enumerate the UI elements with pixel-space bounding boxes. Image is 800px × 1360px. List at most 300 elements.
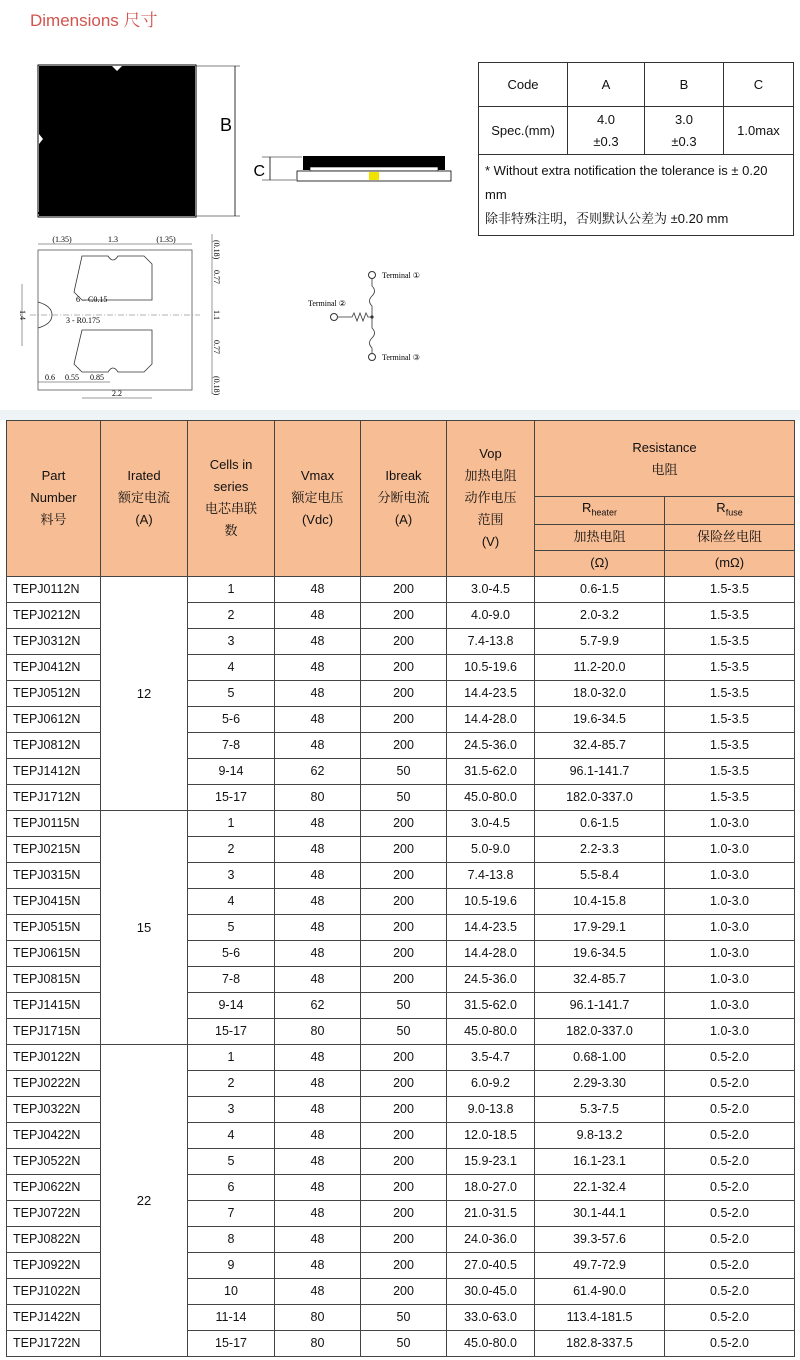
cell-part-number: TEPJ0922N [7, 1252, 101, 1278]
junction-dot [370, 315, 373, 318]
cell-part-number: TEPJ1722N [7, 1330, 101, 1356]
cell-rfuse: 1.0-3.0 [665, 1018, 795, 1044]
header-ibreak-line2: 分断电流 [377, 490, 430, 506]
cell-part-number: TEPJ0522N [7, 1148, 101, 1174]
header-ibreak-line1: Ibreak [385, 468, 422, 484]
cell-ibreak: 200 [361, 1200, 447, 1226]
header-rheater-unit: (Ω) [535, 550, 665, 576]
cell-rheater: 0.6-1.5 [535, 810, 665, 836]
cell-vmax: 48 [275, 914, 361, 940]
spec-a [568, 107, 645, 155]
cell-rfuse: 1.0-3.0 [665, 836, 795, 862]
cell-rfuse: 1.0-3.0 [665, 966, 795, 992]
cell-vmax: 48 [275, 1148, 361, 1174]
cell-vmax: 80 [275, 784, 361, 810]
spec-note-en: * Without extra notification the tolerance is ± 0.20 mm [485, 163, 768, 202]
cell-vop: 24.5-36.0 [447, 732, 535, 758]
cell-cells: 4 [188, 654, 275, 680]
heater-resistor [338, 313, 372, 321]
cell-vmax: 48 [275, 654, 361, 680]
terminal-1-label: Terminal ① [382, 271, 420, 280]
fuse-lower [370, 317, 375, 353]
header-vop [447, 421, 535, 577]
cell-vop: 5.0-9.0 [447, 836, 535, 862]
cell-vop: 45.0-80.0 [447, 784, 535, 810]
header-vop-line4: 范围 [477, 512, 504, 528]
fuse-upper [370, 279, 375, 317]
cell-vop: 4.0-9.0 [447, 602, 535, 628]
rfuse-sub: fuse [725, 507, 743, 518]
cell-cells: 11-14 [188, 1304, 275, 1330]
cell-vop: 7.4-13.8 [447, 628, 535, 654]
cell-rfuse: 0.5-2.0 [665, 1044, 795, 1070]
cell-vop: 10.5-19.6 [447, 888, 535, 914]
cell-cells: 5 [188, 914, 275, 940]
top-view [38, 65, 240, 217]
header-part-line1: Part [41, 468, 66, 484]
cell-rheater: 2.29-3.30 [535, 1070, 665, 1096]
terminal-2-label: Terminal ② [308, 299, 346, 308]
dimension-drawings [0, 34, 470, 410]
cell-rfuse: 1.5-3.5 [665, 784, 795, 810]
note-radius: 3 - R0.175 [66, 316, 100, 325]
rheater-symbol: R [582, 500, 592, 515]
cell-cells: 2 [188, 602, 275, 628]
cell-ibreak: 200 [361, 1122, 447, 1148]
cell-cells: 1 [188, 576, 275, 602]
cell-cells: 5 [188, 1148, 275, 1174]
header-cells-line4: 数 [224, 523, 238, 539]
side-pad [369, 172, 379, 180]
cell-rfuse: 1.5-3.5 [665, 680, 795, 706]
cell-cells: 3 [188, 628, 275, 654]
cell-cells: 2 [188, 836, 275, 862]
cell-rfuse: 1.5-3.5 [665, 758, 795, 784]
cell-part-number: TEPJ1422N [7, 1304, 101, 1330]
spec-header-code: Code [479, 63, 568, 107]
cell-rheater: 113.4-181.5 [535, 1304, 665, 1330]
cell-ibreak: 200 [361, 628, 447, 654]
cell-vop: 14.4-28.0 [447, 940, 535, 966]
cell-vmax: 80 [275, 1018, 361, 1044]
cell-rfuse: 1.5-3.5 [665, 576, 795, 602]
cell-ibreak: 200 [361, 836, 447, 862]
cell-rheater: 22.1-32.4 [535, 1174, 665, 1200]
cell-rheater: 49.7-72.9 [535, 1252, 665, 1278]
cell-rheater: 32.4-85.7 [535, 732, 665, 758]
cell-rheater: 5.5-8.4 [535, 862, 665, 888]
cell-irated: 22 [101, 1044, 188, 1356]
cell-vop: 3.0-4.5 [447, 810, 535, 836]
header-vmax-line2: 额定电压 [291, 490, 344, 506]
header-irated-line1: Irated [127, 468, 161, 484]
cell-ibreak: 50 [361, 784, 447, 810]
cell-vmax: 80 [275, 1330, 361, 1356]
cell-vmax: 48 [275, 1226, 361, 1252]
header-vop-line3: 动作电压 [464, 490, 517, 506]
cell-vmax: 48 [275, 888, 361, 914]
cell-cells: 7-8 [188, 732, 275, 758]
cell-cells: 10 [188, 1278, 275, 1304]
header-rfuse-unit: (mΩ) [665, 550, 795, 576]
cell-part-number: TEPJ0815N [7, 966, 101, 992]
cell-rfuse: 0.5-2.0 [665, 1148, 795, 1174]
header-vop-line1: Vop [479, 446, 502, 462]
cell-part-number: TEPJ1712N [7, 784, 101, 810]
terminal-3-label: Terminal ③ [382, 353, 420, 362]
cell-rfuse: 1.5-3.5 [665, 732, 795, 758]
cell-rfuse: 0.5-2.0 [665, 1278, 795, 1304]
header-rheater [535, 497, 665, 525]
cell-vop: 30.0-45.0 [447, 1278, 535, 1304]
header-vmax-line3: (Vdc) [301, 512, 334, 528]
cell-rheater: 182.0-337.0 [535, 784, 665, 810]
cell-rheater: 96.1-141.7 [535, 758, 665, 784]
rfuse-symbol: R [716, 500, 726, 515]
pad-bottom [74, 330, 152, 372]
cell-part-number: TEPJ1412N [7, 758, 101, 784]
cell-rheater: 39.3-57.6 [535, 1226, 665, 1252]
cell-vmax: 48 [275, 628, 361, 654]
cell-part-number: TEPJ0615N [7, 940, 101, 966]
cell-ibreak: 50 [361, 1304, 447, 1330]
cell-vmax: 48 [275, 576, 361, 602]
cell-part-number: TEPJ0215N [7, 836, 101, 862]
cell-cells: 3 [188, 862, 275, 888]
cell-part-number: TEPJ1415N [7, 992, 101, 1018]
cell-vmax: 48 [275, 862, 361, 888]
cell-rheater: 19.6-34.5 [535, 940, 665, 966]
cell-ibreak: 50 [361, 758, 447, 784]
cell-rheater: 0.6-1.5 [535, 576, 665, 602]
cell-part-number: TEPJ0422N [7, 1122, 101, 1148]
spec-c: 1.0max [724, 107, 794, 155]
cell-part-number: TEPJ0222N [7, 1070, 101, 1096]
cell-vmax: 48 [275, 1252, 361, 1278]
header-irated-line3: (A) [135, 512, 153, 528]
header-irated [101, 421, 188, 577]
cell-vop: 15.9-23.1 [447, 1148, 535, 1174]
cell-cells: 7-8 [188, 966, 275, 992]
cell-ibreak: 200 [361, 1044, 447, 1070]
cell-vop: 7.4-13.8 [447, 862, 535, 888]
cell-ibreak: 50 [361, 1330, 447, 1356]
spec-note [479, 155, 794, 236]
cell-part-number: TEPJ0512N [7, 680, 101, 706]
cell-part-number: TEPJ0412N [7, 654, 101, 680]
cell-vop: 24.5-36.0 [447, 966, 535, 992]
cell-vmax: 48 [275, 1096, 361, 1122]
cell-vmax: 48 [275, 602, 361, 628]
dim-left: 1.4 [18, 310, 27, 320]
cell-rfuse: 0.5-2.0 [665, 1200, 795, 1226]
cell-vmax: 62 [275, 758, 361, 784]
cell-vop: 18.0-27.0 [447, 1174, 535, 1200]
dim-right-1: (0.18) [212, 240, 221, 260]
spec-b [645, 107, 724, 155]
cell-vop: 3.5-4.7 [447, 1044, 535, 1070]
header-resistance-line2: 电阻 [651, 461, 678, 477]
cell-vmax: 62 [275, 992, 361, 1018]
dim-bottom-2: 0.55 [65, 373, 79, 382]
label-c: C [253, 163, 265, 180]
spec-table [478, 62, 794, 236]
cell-vop: 31.5-62.0 [447, 758, 535, 784]
dim-bottom-1: 0.6 [45, 373, 55, 382]
cell-vmax: 48 [275, 706, 361, 732]
cell-ibreak: 200 [361, 862, 447, 888]
cell-part-number: TEPJ0112N [7, 576, 101, 602]
cell-rheater: 16.1-23.1 [535, 1148, 665, 1174]
table-row [7, 1044, 795, 1070]
section-title: Dimensions 尺寸 [30, 11, 158, 30]
cell-cells: 15-17 [188, 1018, 275, 1044]
header-cells-line2: series [213, 479, 249, 495]
header-cells [188, 421, 275, 577]
cell-rheater: 10.4-15.8 [535, 888, 665, 914]
cell-vop: 14.4-23.5 [447, 680, 535, 706]
cell-vop: 45.0-80.0 [447, 1330, 535, 1356]
cell-irated: 15 [101, 810, 188, 1044]
cell-vmax: 48 [275, 940, 361, 966]
cell-cells: 3 [188, 1096, 275, 1122]
cell-cells: 5-6 [188, 706, 275, 732]
dimensions-area [0, 34, 800, 410]
cell-rheater: 9.8-13.2 [535, 1122, 665, 1148]
cell-cells: 6 [188, 1174, 275, 1200]
pad-top [74, 256, 152, 300]
dim-right-5: (0.18) [212, 376, 221, 396]
cell-rheater: 182.8-337.5 [535, 1330, 665, 1356]
cell-rfuse: 1.0-3.0 [665, 888, 795, 914]
cell-vop: 21.0-31.5 [447, 1200, 535, 1226]
cell-vop: 14.4-28.0 [447, 706, 535, 732]
cell-ibreak: 200 [361, 940, 447, 966]
header-rheater-cn: 加热电阻 [535, 524, 665, 550]
dim-top-1: (1.35) [52, 235, 72, 244]
cell-rheater: 2.2-3.3 [535, 836, 665, 862]
header-part-line2: Number [30, 490, 77, 506]
schematic [308, 271, 420, 362]
side-inner [310, 167, 438, 171]
cell-vop: 45.0-80.0 [447, 1018, 535, 1044]
cell-cells: 8 [188, 1226, 275, 1252]
cell-vop: 27.0-40.5 [447, 1252, 535, 1278]
section-divider [0, 410, 800, 420]
cell-rheater: 17.9-29.1 [535, 914, 665, 940]
cell-ibreak: 200 [361, 966, 447, 992]
header-ibreak-line3: (A) [394, 512, 413, 528]
cell-rheater: 5.7-9.9 [535, 628, 665, 654]
cell-rfuse: 1.5-3.5 [665, 706, 795, 732]
cell-cells: 9-14 [188, 992, 275, 1018]
cell-cells: 2 [188, 1070, 275, 1096]
cell-vop: 10.5-19.6 [447, 654, 535, 680]
cell-part-number: TEPJ0312N [7, 628, 101, 654]
cell-vop: 12.0-18.5 [447, 1122, 535, 1148]
cell-rfuse: 0.5-2.0 [665, 1070, 795, 1096]
header-part-number [7, 421, 101, 577]
cell-rfuse: 1.0-3.0 [665, 992, 795, 1018]
side-view [253, 156, 451, 181]
header-resistance [535, 421, 795, 497]
cell-rfuse: 1.5-3.5 [665, 602, 795, 628]
cell-cells: 1 [188, 810, 275, 836]
dim-right-3: 1.1 [212, 310, 221, 320]
cell-part-number: TEPJ0115N [7, 810, 101, 836]
cell-vmax: 80 [275, 1304, 361, 1330]
header-part-line3: 料号 [40, 512, 67, 528]
cell-rfuse: 0.5-2.0 [665, 1252, 795, 1278]
cell-ibreak: 200 [361, 654, 447, 680]
cell-rfuse: 0.5-2.0 [665, 1122, 795, 1148]
header-resistance-line1: Resistance [632, 439, 697, 455]
cell-vmax: 48 [275, 810, 361, 836]
cell-rheater: 11.2-20.0 [535, 654, 665, 680]
cell-ibreak: 200 [361, 732, 447, 758]
spec-a-nominal: 4.0 [596, 111, 616, 127]
dim-right-2: 0.77 [212, 270, 221, 284]
cell-cells: 4 [188, 888, 275, 914]
cell-part-number: TEPJ0515N [7, 914, 101, 940]
cell-vop: 6.0-9.2 [447, 1070, 535, 1096]
spec-header-c: C [724, 63, 794, 107]
cell-ibreak: 200 [361, 1226, 447, 1252]
note-chamfer: 6 – C0.15 [76, 295, 108, 304]
spec-b-tol: ±0.3 [671, 133, 697, 149]
cell-ibreak: 200 [361, 602, 447, 628]
product-table-body [7, 576, 795, 1356]
cell-part-number: TEPJ0212N [7, 602, 101, 628]
cell-rheater: 18.0-32.0 [535, 680, 665, 706]
cell-vop: 24.0-36.0 [447, 1226, 535, 1252]
cell-part-number: TEPJ0612N [7, 706, 101, 732]
cell-rfuse: 0.5-2.0 [665, 1174, 795, 1200]
header-vmax-line1: Vmax [300, 468, 335, 484]
cell-rfuse: 1.0-3.0 [665, 914, 795, 940]
table-row [7, 810, 795, 836]
dim-bottom-total: 2.2 [112, 389, 122, 398]
header-vop-line2: 加热电阻 [464, 468, 517, 484]
cell-rheater: 32.4-85.7 [535, 966, 665, 992]
cell-rheater: 19.6-34.5 [535, 706, 665, 732]
cell-cells: 1 [188, 1044, 275, 1070]
cell-ibreak: 200 [361, 1148, 447, 1174]
dim-bottom-3: 0.85 [90, 373, 104, 382]
product-table [6, 420, 795, 1357]
cell-ibreak: 200 [361, 1174, 447, 1200]
cell-cells: 5-6 [188, 940, 275, 966]
cell-rfuse: 0.5-2.0 [665, 1330, 795, 1356]
footprint [18, 234, 221, 398]
cell-vmax: 48 [275, 1200, 361, 1226]
cell-vmax: 48 [275, 966, 361, 992]
cell-rheater: 61.4-90.0 [535, 1278, 665, 1304]
cell-part-number: TEPJ0415N [7, 888, 101, 914]
cell-rfuse: 0.5-2.0 [665, 1226, 795, 1252]
dim-top-3: (1.35) [156, 235, 176, 244]
cell-cells: 9 [188, 1252, 275, 1278]
cell-vmax: 48 [275, 732, 361, 758]
header-rfuse [665, 497, 795, 525]
header-cells-line3: 电芯串联 [204, 501, 257, 517]
header-ibreak [361, 421, 447, 577]
cell-part-number: TEPJ0122N [7, 1044, 101, 1070]
cell-rfuse: 1.5-3.5 [665, 628, 795, 654]
spec-a-tol: ±0.3 [593, 133, 619, 149]
rheater-sub: heater [591, 507, 617, 518]
cell-vmax: 48 [275, 836, 361, 862]
dim-top-2: 1.3 [108, 235, 118, 244]
cell-ibreak: 200 [361, 1096, 447, 1122]
cell-ibreak: 200 [361, 706, 447, 732]
cell-vop: 3.0-4.5 [447, 576, 535, 602]
spec-header-b: B [645, 63, 724, 107]
cell-part-number: TEPJ0622N [7, 1174, 101, 1200]
cell-ibreak: 200 [361, 914, 447, 940]
cell-part-number: TEPJ0315N [7, 862, 101, 888]
terminal-1-node [369, 272, 376, 279]
spec-header-a: A [568, 63, 645, 107]
cell-rheater: 30.1-44.1 [535, 1200, 665, 1226]
cell-cells: 4 [188, 1122, 275, 1148]
header-vop-line5: (V) [481, 534, 500, 550]
cell-rfuse: 0.5-2.0 [665, 1304, 795, 1330]
cell-vmax: 48 [275, 1122, 361, 1148]
cell-irated: 12 [101, 576, 188, 810]
cell-vmax: 48 [275, 1070, 361, 1096]
cell-cells: 5 [188, 680, 275, 706]
cell-rfuse: 1.5-3.5 [665, 654, 795, 680]
cell-ibreak: 200 [361, 1278, 447, 1304]
cell-cells: 7 [188, 1200, 275, 1226]
terminal-3-node [369, 354, 376, 361]
cell-cells: 9-14 [188, 758, 275, 784]
spec-row-label: Spec.(mm) [479, 107, 568, 155]
terminal-2-node [331, 314, 338, 321]
cell-rheater: 0.68-1.00 [535, 1044, 665, 1070]
cell-part-number: TEPJ1022N [7, 1278, 101, 1304]
cell-vop: 9.0-13.8 [447, 1096, 535, 1122]
cell-part-number: TEPJ1715N [7, 1018, 101, 1044]
cell-part-number: TEPJ0812N [7, 732, 101, 758]
table-row [7, 576, 795, 602]
header-vmax [275, 421, 361, 577]
cell-ibreak: 200 [361, 576, 447, 602]
cell-vmax: 48 [275, 680, 361, 706]
cell-rfuse: 0.5-2.0 [665, 1096, 795, 1122]
cell-rfuse: 1.0-3.0 [665, 940, 795, 966]
cell-vop: 33.0-63.0 [447, 1304, 535, 1330]
cell-rheater: 96.1-141.7 [535, 992, 665, 1018]
cell-cells: 15-17 [188, 784, 275, 810]
label-b: B [219, 115, 233, 135]
cell-rheater: 182.0-337.0 [535, 1018, 665, 1044]
spec-b-nominal: 3.0 [674, 111, 694, 127]
cell-ibreak: 200 [361, 1252, 447, 1278]
cell-rheater: 2.0-3.2 [535, 602, 665, 628]
cell-vmax: 48 [275, 1044, 361, 1070]
label-a: A [110, 186, 124, 206]
cell-vmax: 48 [275, 1278, 361, 1304]
cell-ibreak: 200 [361, 888, 447, 914]
cell-part-number: TEPJ0322N [7, 1096, 101, 1122]
header-irated-line2: 额定电流 [117, 490, 170, 506]
cell-ibreak: 200 [361, 1070, 447, 1096]
cell-cells: 15-17 [188, 1330, 275, 1356]
header-cells-line1: Cells in [209, 457, 253, 473]
dim-right-4: 0.77 [212, 340, 221, 354]
